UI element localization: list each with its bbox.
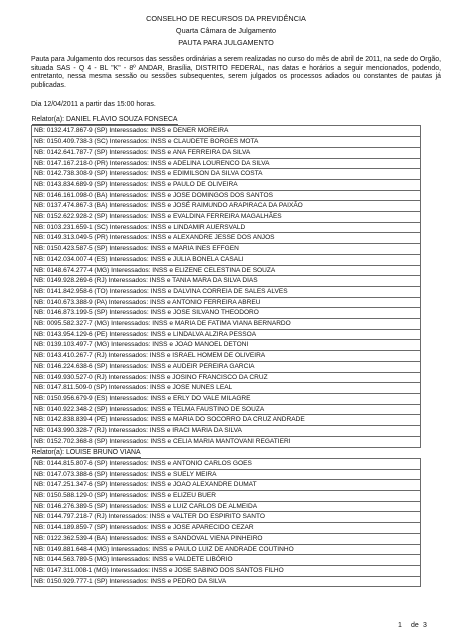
case-entry: NB: 0144.815.807-6 (SP) Interessados: INSS e ANTONIO CARLOS GOES xyxy=(32,458,421,469)
case-entry: NB: 0149.881.648-4 (MG) Interessados: INSS e PAULO LUIZ DE ANDRADE COUTINHO xyxy=(32,544,421,555)
table-row xyxy=(32,297,421,308)
case-table xyxy=(31,115,421,587)
case-entry: NB: 0144.189.859-7 (SP) Interessados: INSS e JOSE APARECIDO CEZAR xyxy=(32,523,421,534)
table-row xyxy=(32,576,421,587)
case-entry: NB: 0144.563.789-5 (MG) Interessados: INSS e VALDETE LIBÓRIO xyxy=(32,555,421,566)
table-row xyxy=(32,426,421,437)
case-entry: NB: 0142.641.787-7 (SP) Interessados: INSS e ANA FERREIRA DA SILVA xyxy=(32,147,421,158)
case-entry: NB: 0140.922.348-2 (SP) Interessados: INSS e TELMA FAUSTINO DE SOUZA xyxy=(32,404,421,415)
case-entry: NB: 0143.834.689-9 (SP) Interessados: INSS e PAULO DE OLIVEIRA xyxy=(32,179,421,190)
case-entry: NB: 0132.417.867-9 (SP) Interessados: INSS e DENER MOREIRA xyxy=(32,126,421,137)
chamber-title: Quarta Câmara de Julgamento xyxy=(175,26,277,35)
page-number-of: de xyxy=(411,622,419,629)
case-entry: NB: 0150.423.587-5 (SP) Interessados: INSS e MARIA INES EFFGEN xyxy=(32,244,421,255)
case-entry: NB: 0149.928.269-6 (RJ) Interessados: INSS e TANIA MARA DA SILVA DIAS xyxy=(32,276,421,287)
table-row xyxy=(32,404,421,415)
page-number-current: 1 xyxy=(398,622,402,629)
case-entry: NB: 0150.588.129-0 (SP) Interessados: INSS e ELIZEU BUER xyxy=(32,491,421,502)
case-entry: NB: 0147.811.509-0 (SP) Interessados: INSS e JOSE NUNES LEAL xyxy=(32,383,421,394)
table-row xyxy=(32,329,421,340)
table-row xyxy=(32,565,421,576)
table-row xyxy=(32,383,421,394)
case-entry: NB: 0149.930.527-0 (RJ) Interessados: INSS e JOSINO FRANCISCO DA CRUZ xyxy=(32,372,421,383)
table-row xyxy=(32,480,421,491)
case-entry: NB: 0144.797.218-7 (RJ) Interessados: INSS e VALTER DO ESPIRITO SANTO xyxy=(32,512,421,523)
case-entry: NB: 0150.929.777-1 (SP) Interessados: INSS e PEDRO DA SILVA xyxy=(32,576,421,587)
table-row xyxy=(32,469,421,480)
rapporteur-row xyxy=(32,115,421,126)
table-row xyxy=(32,512,421,523)
rapporteur-label: Relator(a): DANIEL FLÁVIO SOUZA FONSECA xyxy=(32,115,178,125)
case-table-body xyxy=(32,115,421,587)
case-entry: NB: 0146.276.389-5 (SP) Interessados: INSS e LUIZ CARLOS DE ALMEIDA xyxy=(32,501,421,512)
table-row xyxy=(32,265,421,276)
table-row xyxy=(32,458,421,469)
case-entry: NB: 0147.073.388-6 (SP) Interessados: INSS e SUELY MEIRA xyxy=(32,469,421,480)
case-entry: NB: 0140.673.388-9 (PA) Interessados: INSS e ANTONIO FERREIRA ABREU xyxy=(32,297,421,308)
table-row xyxy=(32,523,421,534)
case-entry: NB: 0147.251.347-6 (SP) Interessados: INSS e JOAO ALEXANDRE DUMAT xyxy=(32,480,421,491)
case-entry: NB: 0147.311.008-1 (MG) Interessados: INSS e JOSE SABINO DOS SANTOS FILHO xyxy=(32,565,421,576)
table-row xyxy=(32,415,421,426)
case-entry: NB: 0143.954.129-6 (PE) Interessados: INSS e LINDALVA ALZIRA PESSOA xyxy=(32,329,421,340)
case-entry: NB: 0141.842.958-6 (TO) Interessados: INSS e DALVINA CORREIA DE SALES ALVES xyxy=(32,286,421,297)
table-row xyxy=(32,137,421,148)
table-row xyxy=(32,286,421,297)
table-row xyxy=(32,491,421,502)
rapporteur-row xyxy=(32,447,421,458)
table-row xyxy=(32,533,421,544)
table-row xyxy=(32,340,421,351)
table-row xyxy=(32,158,421,169)
table-row xyxy=(32,233,421,244)
table-row xyxy=(32,222,421,233)
rapporteur-label: Relator(a): LOUISE BRUNO VIANA xyxy=(32,448,141,458)
case-entry: NB: 0139.103.497-7 (MG) Interessados: INSS e JOAO MANOEL DETONI xyxy=(32,340,421,351)
case-entry: NB: 0150.956.679-9 (ES) Interessados: INSS e ERLY DO VALE MILAGRE xyxy=(32,393,421,404)
case-entry: NB: 0095.582.327-7 (MG) Interessados: INSS e MARIA DE FATIMA VIANA BERNARDO xyxy=(32,319,421,330)
table-row xyxy=(32,544,421,555)
table-row xyxy=(32,244,421,255)
table-row xyxy=(32,254,421,265)
case-entry: NB: 0142.838.839-4 (PE) Interessados: INSS e MARIA DO SOCORRO DA CRUZ ANDRADE xyxy=(32,415,421,426)
case-entry: NB: 0146.161.098-0 (BA) Interessados: INSS e JOSE DOMINGOS DOS SANTOS xyxy=(32,190,421,201)
table-row xyxy=(32,169,421,180)
table-row xyxy=(32,201,421,212)
table-row xyxy=(32,351,421,362)
table-row xyxy=(32,212,421,223)
table-row xyxy=(32,393,421,404)
rapporteur-cell xyxy=(32,447,421,458)
table-row xyxy=(32,361,421,372)
table-row xyxy=(32,555,421,566)
case-entry: NB: 0142.738.308-9 (SP) Interessados: INSS e EDIMILSON DA SILVA COSTA xyxy=(32,169,421,180)
table-row xyxy=(32,308,421,319)
case-entry: NB: 0148.674.277-4 (MG) Interessados: INSS e ELIZENE CELESTINA DE SOUZA xyxy=(32,265,421,276)
case-entry: NB: 0122.362.539-4 (BA) Interessados: INSS e SANDOVAL VIENA PINHEIRO xyxy=(32,533,421,544)
case-entry: NB: 0147.167.218-0 (PR) Interessados: INSS e ADELINA LOURENCO DA SILVA xyxy=(32,158,421,169)
case-entry: NB: 0143.990.328-7 (RJ) Interessados: INSS e IRACI MARIA DA SILVA xyxy=(32,426,421,437)
council-title: CONSELHO DE RECURSOS DA PREVIDÊNCIA xyxy=(146,14,306,23)
case-entry: NB: 0143.410.267-7 (RJ) Interessados: INSS e ISRAEL HOMEM DE OLIVEIRA xyxy=(32,351,421,362)
agenda-title: PAUTA PARA JULGAMENTO xyxy=(178,38,274,47)
rapporteur-cell xyxy=(32,115,421,126)
case-entry: NB: 0137.474.867-3 (BA) Interessados: INSS e JOSÉ RAIMUNDO ARAPIRACA DA PAIXÃO xyxy=(32,201,421,212)
case-entry: NB: 0142.034.007-4 (ES) Interessados: INSS e JULIA BONELA CASALI xyxy=(32,254,421,265)
table-row xyxy=(32,501,421,512)
case-entry: NB: 0146.224.638-6 (SP) Interessados: INSS e AUDEIR PEREIRA GARCIA xyxy=(32,361,421,372)
table-row xyxy=(32,147,421,158)
case-entry: NB: 0146.873.199-5 (SP) Interessados: INSS e JOSE SILVANO THEODORO xyxy=(32,308,421,319)
case-entry: NB: 0150.409.738-3 (SC) Interessados: INSS e CLAUDETE BORGES MOTA xyxy=(32,137,421,148)
table-row xyxy=(32,319,421,330)
case-entry: NB: 0152.622.928-2 (SP) Interessados: INSS e EVALDINA FERREIRA MAGALHÃES xyxy=(32,212,421,223)
table-row xyxy=(32,436,421,447)
session-date: Dia 12/04/2011 a partir das 15:00 horas. xyxy=(31,101,156,108)
page-number-total: 3 xyxy=(423,622,427,629)
table-row xyxy=(32,276,421,287)
table-row xyxy=(32,179,421,190)
case-entry: NB: 0149.313.049-5 (PR) Interessados: INSS e ALEXANDRE JESSE DOS ANJOS xyxy=(32,233,421,244)
intro-paragraph: Pauta para Julgamento dos recursos das sessões ordinárias a serem realizadas no curso do mês de abril de 2011, na sede do Orgão, situada SAS - Q 4 - BL "K" - 8º ANDAR, Brasília, DISTRITO FEDERAL, nas datas e horários a seguir mencionados, podendo, entretanto, nessa mesma sessão ou sessões subsequentes, serem julgados os processos adiados ou constantes de pautas já publicadas. xyxy=(31,56,441,89)
case-entry: NB: 0103.231.659-1 (SC) Interessados: INSS e LINDAMIR AUERSVALD xyxy=(32,222,421,233)
table-row xyxy=(32,190,421,201)
table-row xyxy=(32,372,421,383)
table-row xyxy=(32,126,421,137)
case-entry: NB: 0152.702.368-8 (SP) Interessados: INSS e CELIA MARIA MANTOVANI REGATIERI xyxy=(32,436,421,447)
